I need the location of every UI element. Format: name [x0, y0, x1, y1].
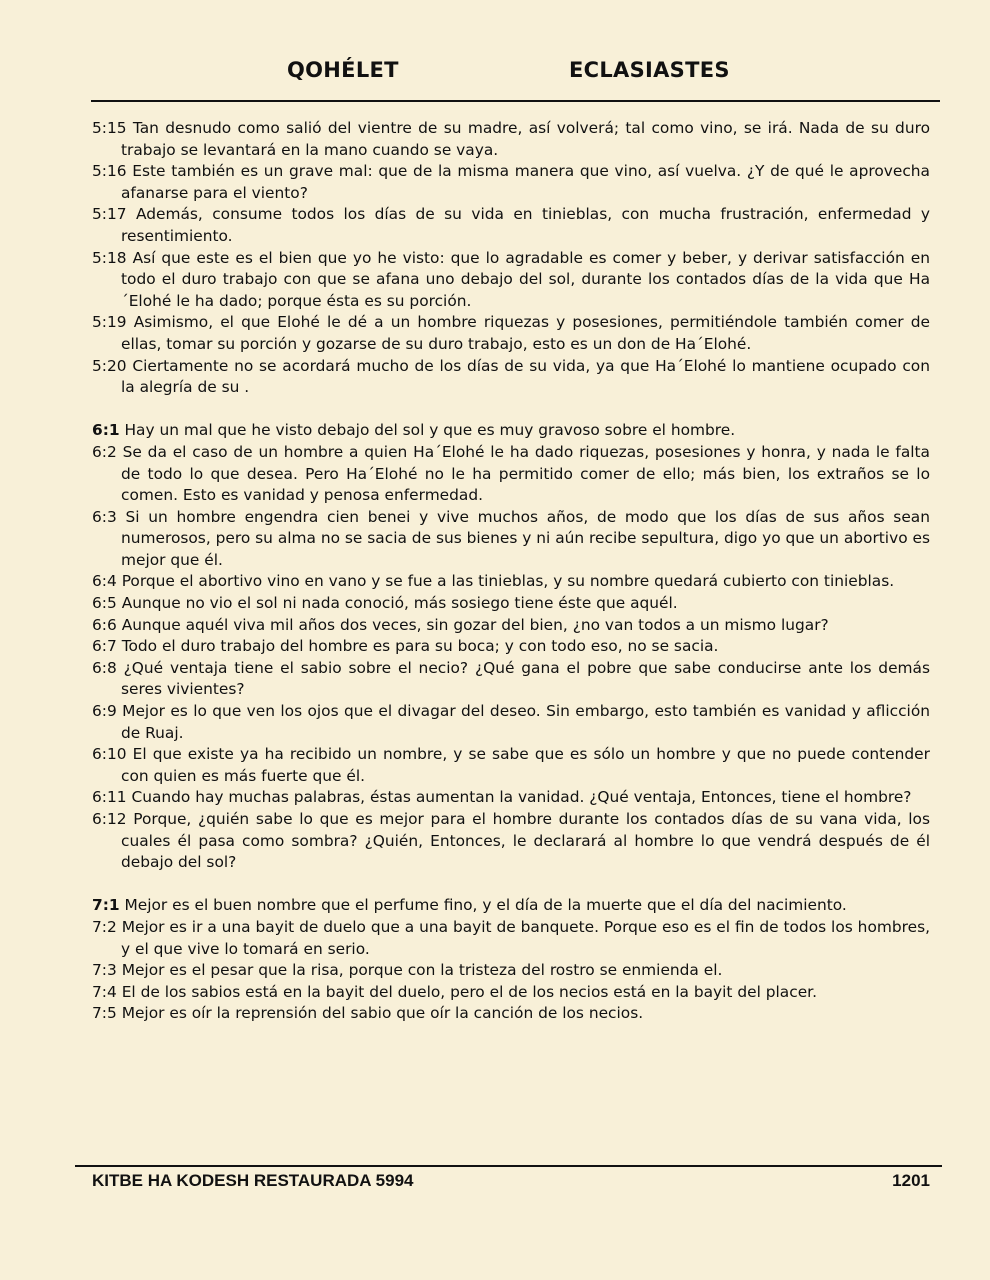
verse-text: Asimismo, el que Elohé le dé a un hombre riquezas y posesiones, permitiéndole también comer de ellas, tomar su porción y gozarse de su duro trabajo, esto es un don de Ha´Elohé. — [121, 313, 930, 353]
page-header — [0, 56, 990, 92]
verse — [92, 917, 930, 960]
footer-rule — [75, 1165, 942, 1167]
verse-ref: 6:4 — [92, 572, 117, 591]
page-body — [92, 118, 930, 1025]
verse — [92, 701, 930, 744]
verse-text: Ciertamente no se acordará mucho de los días de su vida, ya que Ha´Elohé lo mantiene ocupado con la alegría de su . — [121, 356, 930, 397]
verse-ref: 6:8 — [92, 658, 117, 677]
verse — [92, 204, 930, 247]
verse-ref: 7:5 — [92, 1004, 117, 1023]
verse — [92, 960, 930, 982]
chapter-start-ref: 7:1 — [92, 896, 120, 915]
chapter-gap — [92, 874, 930, 896]
verse-text: Todo el duro trabajo del hombre es para su boca; y con todo eso, no se sacia. — [121, 637, 719, 656]
verse-text: Se da el caso de un hombre a quien Ha´Elohé le ha dado riquezas, posesiones y honra, y nada le falta de todo lo que desea. Pero Ha´Elohé no le ha permitido comer de ello; más bien, los extraños se lo comen. Esto es vanidad y penosa enfermedad. — [121, 442, 930, 505]
verse-ref: 5:15 — [92, 119, 127, 137]
verse-ref: 7:2 — [92, 917, 117, 936]
verse-text: Cuando hay muchas palabras, éstas aumentan la vanidad. ¿Qué ventaja, Entonces, tiene el hombre? — [131, 788, 912, 807]
verse — [92, 420, 930, 442]
verse-ref: 5:16 — [92, 162, 127, 181]
chapter-7-verses — [92, 895, 930, 1025]
header-rule — [91, 100, 940, 102]
verse — [92, 593, 930, 615]
verse-text: Mejor es oír la reprensión del sabio que oír la canción de los necios. — [121, 1004, 644, 1023]
verse-text: Mejor es el pesar que la risa, porque con la tristeza del rostro se enmienda el. — [121, 961, 723, 980]
verse-ref: 6:9 — [92, 702, 117, 721]
verse-ref: 7:3 — [92, 961, 117, 980]
verse-ref: 5:18 — [92, 248, 127, 267]
footer-book-title: KITBE HA KODESH RESTAURADA 5994 — [92, 1171, 414, 1190]
verse-ref: 6:7 — [92, 637, 117, 656]
verse-ref: 6:6 — [92, 615, 117, 634]
verse — [92, 161, 930, 204]
verse — [92, 1003, 930, 1025]
verse — [92, 312, 930, 355]
verse — [92, 442, 930, 507]
verse — [92, 982, 930, 1004]
verse-text: Aunque no vio el sol ni nada conoció, más sosiego tiene éste que aquél. — [121, 594, 678, 613]
verse-text: Porque, ¿quién sabe lo que es mejor para el hombre durante los contados días de su vana vida, los cuales él pasa como sombra? ¿Quién, Entonces, le declarará al hombre lo que vendrá después de él debajo del sol? — [121, 810, 930, 872]
header-title-spanish: ECLASIASTES — [569, 58, 730, 82]
verse-ref: 6:11 — [92, 788, 127, 807]
verse-ref: 5:20 — [92, 356, 127, 375]
verse-text: Este también es un grave mal: que de la misma manera que vino, así vuelva. ¿Y de qué le aprovecha afanarse para el viento? — [121, 162, 930, 202]
verse-text: Si un hombre engendra cien benei y vive muchos años, de modo que los días de sus años sean numerosos, pero su alma no se sacia de sus bienes y ni aún recibe sepultura, digo yo que un abortivo es mejor que él. — [121, 507, 930, 569]
verse — [92, 248, 930, 313]
verse-text: ¿Qué ventaja tiene el sabio sobre el necio? ¿Qué gana el pobre que sabe conducirse ante los demás seres vivientes? — [121, 658, 930, 699]
verse-ref: 6:12 — [92, 810, 127, 828]
verse — [92, 895, 930, 917]
verse — [92, 636, 930, 658]
verse — [92, 658, 930, 701]
verse — [92, 118, 930, 161]
chapter-start-ref: 6:1 — [92, 421, 120, 440]
verse — [92, 809, 930, 874]
verse — [92, 356, 930, 399]
verse — [92, 507, 930, 572]
page-number: 1201 — [892, 1171, 930, 1190]
verse-text: Mejor es el buen nombre que el perfume fino, y el día de la muerte que el día del nacimiento. — [124, 896, 847, 915]
verse-ref: 6:3 — [92, 507, 117, 526]
verse-text: Hay un mal que he visto debajo del sol y que es muy gravoso sobre el hombre. — [124, 421, 736, 440]
verse-text: Además, consume todos los días de su vida en tinieblas, con mucha frustración, enfermedad y resentimiento. — [121, 205, 930, 245]
chapter-gap — [92, 399, 930, 421]
verse-text: Mejor es lo que ven los ojos que el divagar del deseo. Sin embargo, esto también es vanidad y aflicción de Ruaj. — [121, 702, 930, 742]
verse-text: Aunque aquél viva mil años dos veces, sin gozar del bien, ¿no van todos a un mismo lugar? — [121, 615, 829, 634]
verse-ref: 7:4 — [92, 982, 117, 1001]
verse-ref: 5:19 — [92, 313, 127, 332]
chapter-6-verses — [92, 420, 930, 873]
verse-text: Porque el abortivo vino en vano y se fue a las tinieblas, y su nombre quedará cubierto con tinieblas. — [121, 572, 895, 591]
verse-ref: 6:5 — [92, 594, 117, 613]
verse-ref: 6:2 — [92, 442, 117, 461]
header-title-hebrew: QOHÉLET — [287, 58, 399, 82]
verse — [92, 615, 930, 637]
verse-text: Así que este es el bien que yo he visto: que lo agradable es comer y beber, y derivar satisfacción en todo el duro trabajo con que se afana uno debajo del sol, durante los contados días de la vida que Ha´Elohé le ha dado; porque ésta es su porción. — [121, 248, 930, 310]
verse-ref: 6:10 — [92, 745, 127, 764]
verse-text: Tan desnudo como salió del vientre de su madre, así volverá; tal como vino, se irá. Nada de su duro trabajo se levantará en la mano cuando se vaya. — [121, 119, 930, 159]
verse-text: El de los sabios está en la bayit del duelo, pero el de los necios está en la bayit del placer. — [121, 982, 817, 1001]
verse-text: El que existe ya ha recibido un nombre, y se sabe que es sólo un hombre y que no puede contender con quien es más fuerte que él. — [121, 745, 930, 785]
verse — [92, 744, 930, 787]
chapter-5-verses — [92, 118, 930, 399]
verse-text: Mejor es ir a una bayit de duelo que a una bayit de banquete. Porque eso es el fin de todos los hombres, y el que vive lo tomará en serio. — [121, 917, 930, 958]
verse — [92, 571, 930, 593]
verse-ref: 5:17 — [92, 205, 127, 224]
verse — [92, 787, 930, 809]
